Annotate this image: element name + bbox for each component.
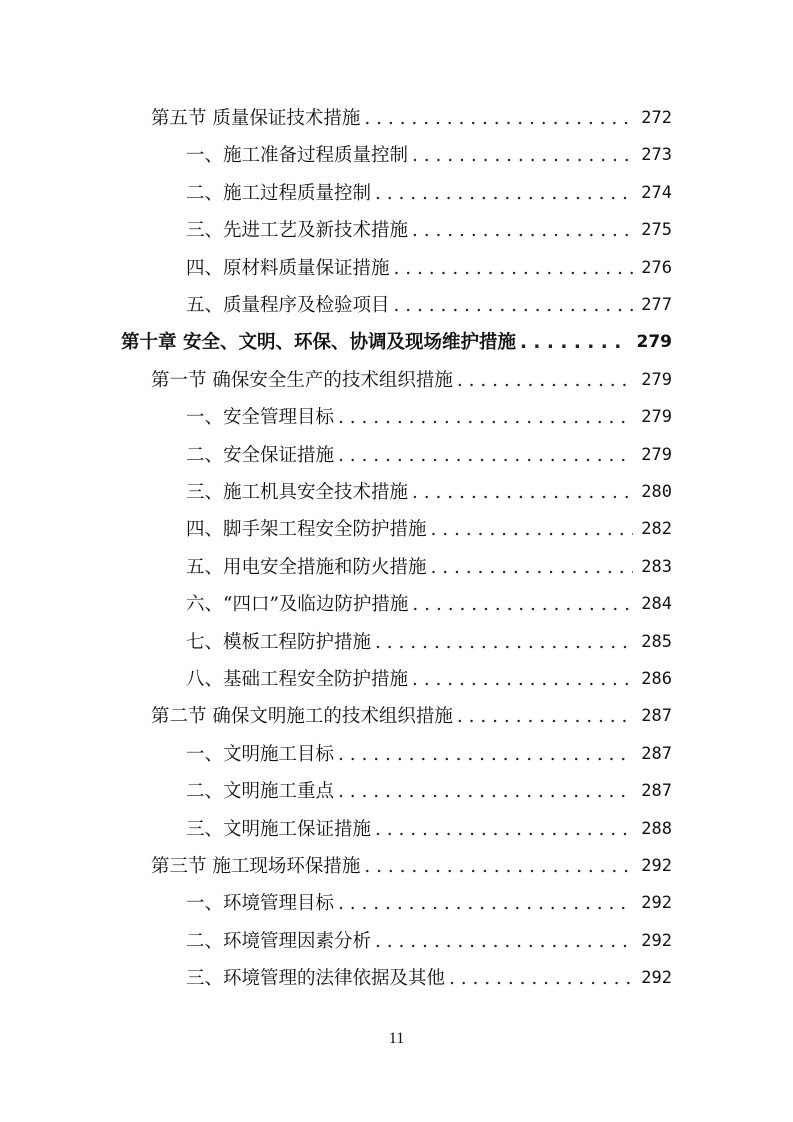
toc-entry-item[interactable] xyxy=(186,885,672,922)
toc-leader-dots xyxy=(390,250,634,287)
toc-leader-dots xyxy=(371,811,633,848)
toc-entry-label: 六、“四口”及临边防护措施 xyxy=(186,594,409,616)
toc-leader-dots xyxy=(516,324,629,361)
toc-entry-item[interactable] xyxy=(186,474,672,511)
toc-entry-item[interactable] xyxy=(186,661,672,698)
toc-entry-page: 292 xyxy=(641,893,672,914)
toc-entry-label: 一、环境管理目标 xyxy=(186,893,335,915)
toc-leader-dots xyxy=(453,698,633,735)
toc-entry-page: 282 xyxy=(641,519,672,540)
toc-entry-page: 284 xyxy=(641,594,672,615)
toc-entry-item[interactable] xyxy=(186,250,672,287)
toc-entry-page: 276 xyxy=(641,257,672,278)
toc-leader-dots xyxy=(453,362,633,399)
toc-entry-page: 280 xyxy=(641,482,672,502)
toc-entry-page: 292 xyxy=(641,930,672,951)
toc-leader-dots xyxy=(427,549,634,586)
toc-leader-dots xyxy=(334,773,633,810)
page-number: 11 xyxy=(388,1030,405,1047)
toc-entry-item[interactable] xyxy=(186,212,672,249)
toc-entry-item[interactable] xyxy=(186,960,672,997)
toc-entry-page: 287 xyxy=(641,706,672,727)
toc-entry-label: 第三节 施工现场环保措施 xyxy=(151,856,361,877)
toc-entry-item[interactable] xyxy=(186,399,672,436)
toc-entry-page: 286 xyxy=(641,669,672,689)
toc-entry-label: 一、施工准备过程质量控制 xyxy=(186,145,409,167)
toc-entry-label: 第五节 质量保证技术措施 xyxy=(151,108,361,129)
toc-entry-page: 279 xyxy=(636,332,672,353)
toc-entry-label: 四、脚手架工程安全防护措施 xyxy=(186,519,427,541)
toc-entry-page: 287 xyxy=(641,781,672,802)
toc-entry-page: 272 xyxy=(641,108,672,128)
toc-leader-dots xyxy=(371,175,633,212)
toc-entry-item[interactable] xyxy=(186,586,672,623)
toc-leader-dots xyxy=(360,848,633,885)
toc-entry-page: 287 xyxy=(641,743,672,764)
toc-entry-label: 二、文明施工重点 xyxy=(186,781,335,803)
toc-entry-item[interactable] xyxy=(186,549,672,586)
toc-entry-label: 第二节 确保文明施工的技术组织措施 xyxy=(151,706,453,728)
toc-leader-dots xyxy=(408,586,633,623)
toc-entry-item[interactable] xyxy=(186,437,672,474)
toc-leader-dots xyxy=(408,137,633,174)
toc-entry-label: 二、环境管理因素分析 xyxy=(186,930,372,952)
toc-entry-page: 285 xyxy=(641,631,672,652)
toc-entry-page: 275 xyxy=(641,220,672,241)
toc-leader-dots xyxy=(334,437,633,474)
toc-leader-dots xyxy=(334,885,633,922)
toc-entry-label: 三、先进工艺及新技术措施 xyxy=(186,220,409,242)
toc-leader-dots xyxy=(445,960,633,997)
toc-entry-item[interactable] xyxy=(186,773,672,810)
toc-leader-dots xyxy=(427,511,634,548)
toc-entry-page: 283 xyxy=(641,556,672,577)
toc-leader-dots xyxy=(360,100,633,137)
toc-entry-item[interactable] xyxy=(186,736,672,773)
toc-entry-page: 288 xyxy=(641,818,672,839)
toc-entry-label: 第十章 安全、文明、环保、协调及现场维护措施 xyxy=(121,332,516,354)
toc-entry-page: 292 xyxy=(641,968,672,989)
toc-entry-label: 八、基础工程安全防护措施 xyxy=(186,669,409,690)
toc-entry-item[interactable] xyxy=(186,511,672,548)
toc-entry-item[interactable] xyxy=(186,287,672,324)
toc-entry-page: 279 xyxy=(641,369,672,390)
toc-entry-label: 一、文明施工目标 xyxy=(186,743,335,765)
toc-entry-label: 二、施工过程质量控制 xyxy=(186,182,372,204)
toc-entry-page: 279 xyxy=(641,407,672,428)
toc-entry-page: 279 xyxy=(641,444,672,465)
toc-entry-label: 七、模板工程防护措施 xyxy=(186,631,372,653)
toc-leader-dots xyxy=(371,624,633,661)
toc-leader-dots xyxy=(334,399,633,436)
toc-entry-label: 三、施工机具安全技术措施 xyxy=(186,482,409,503)
toc-entry-label: 四、原材料质量保证措施 xyxy=(186,257,390,279)
toc-entry-section[interactable] xyxy=(151,362,672,399)
toc-entry-label: 第一节 确保安全生产的技术组织措施 xyxy=(151,369,453,391)
toc-entry-page: 273 xyxy=(641,145,672,166)
toc-entry-chapter[interactable] xyxy=(121,324,672,361)
toc-leader-dots xyxy=(408,212,633,249)
toc-entry-label: 五、质量程序及检验项目 xyxy=(186,295,390,316)
toc-entry-section[interactable] xyxy=(151,698,672,735)
toc-entry-page: 292 xyxy=(641,856,672,876)
toc-leader-dots xyxy=(408,474,633,511)
toc-entry-page: 274 xyxy=(641,182,672,203)
toc-entry-label: 五、用电安全措施和防火措施 xyxy=(186,556,427,578)
toc-entry-section[interactable] xyxy=(151,848,672,885)
toc-entry-item[interactable] xyxy=(186,175,672,212)
toc-entry-item[interactable] xyxy=(186,137,672,174)
toc-entry-item[interactable] xyxy=(186,624,672,661)
toc-entry-label: 三、文明施工保证措施 xyxy=(186,818,372,840)
toc-entry-label: 二、安全保证措施 xyxy=(186,444,335,466)
toc-entry-page: 277 xyxy=(641,295,672,315)
toc-leader-dots xyxy=(371,923,633,960)
toc-entry-section[interactable] xyxy=(151,100,672,137)
toc-entry-label: 一、安全管理目标 xyxy=(186,407,335,429)
toc-leader-dots xyxy=(334,736,633,773)
toc-leader-dots xyxy=(390,287,634,324)
toc-entry-item[interactable] xyxy=(186,811,672,848)
toc-entry-label: 三、环境管理的法律依据及其他 xyxy=(186,968,446,990)
toc-leader-dots xyxy=(408,661,633,698)
toc-entry-item[interactable] xyxy=(186,923,672,960)
